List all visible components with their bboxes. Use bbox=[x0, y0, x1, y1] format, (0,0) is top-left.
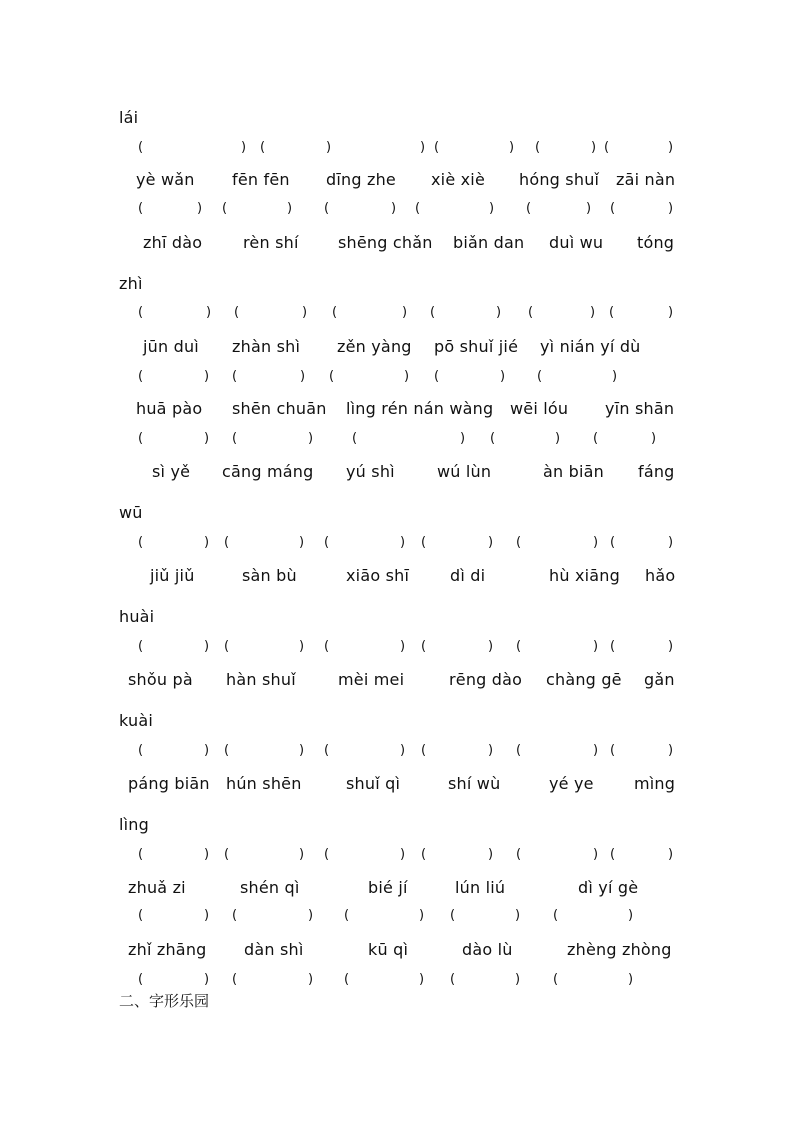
pinyin-word: zhì bbox=[119, 274, 143, 293]
answer-paren-close[interactable]: ) bbox=[668, 639, 674, 654]
answer-paren-open[interactable]: ( bbox=[610, 847, 616, 862]
answer-paren-open[interactable]: ( bbox=[610, 639, 616, 654]
answer-paren-close[interactable]: ) bbox=[299, 847, 305, 862]
answer-paren-close[interactable]: ) bbox=[204, 743, 210, 758]
answer-paren-open[interactable]: ( bbox=[138, 847, 144, 862]
answer-paren-close[interactable]: ) bbox=[668, 535, 674, 550]
answer-paren-close[interactable]: ) bbox=[593, 847, 599, 862]
answer-paren-open[interactable]: ( bbox=[553, 972, 559, 987]
answer-paren-open[interactable]: ( bbox=[260, 140, 266, 155]
answer-paren-close[interactable]: ) bbox=[299, 743, 305, 758]
answer-paren-open[interactable]: ( bbox=[232, 431, 238, 446]
answer-paren-open[interactable]: ( bbox=[610, 535, 616, 550]
pinyin-word: xiè xiè bbox=[431, 170, 486, 189]
pinyin-word: shén qì bbox=[240, 878, 300, 897]
pinyin-word: yīn shān bbox=[605, 399, 675, 418]
answer-paren-close[interactable]: ) bbox=[400, 639, 406, 654]
pinyin-word: huài bbox=[119, 607, 155, 626]
answer-paren-open[interactable]: ( bbox=[324, 639, 330, 654]
answer-paren-close[interactable]: ) bbox=[489, 201, 495, 216]
answer-paren-open[interactable]: ( bbox=[224, 639, 230, 654]
pinyin-word: zhàn shì bbox=[232, 337, 301, 356]
answer-paren-close[interactable]: ) bbox=[204, 369, 210, 384]
section-heading: 二、字形乐园 bbox=[119, 992, 210, 1010]
pinyin-word: rèn shí bbox=[243, 233, 299, 252]
answer-paren-open[interactable]: ( bbox=[516, 535, 522, 550]
answer-paren-close[interactable]: ) bbox=[204, 431, 210, 446]
answer-paren-open[interactable]: ( bbox=[224, 535, 230, 550]
pinyin-word: sì yě bbox=[152, 462, 191, 481]
answer-paren-close[interactable]: ) bbox=[668, 305, 674, 320]
pinyin-word: yè wǎn bbox=[136, 170, 195, 189]
answer-paren-close[interactable]: ) bbox=[302, 305, 308, 320]
answer-paren-close[interactable]: ) bbox=[204, 639, 210, 654]
answer-paren-open[interactable]: ( bbox=[516, 639, 522, 654]
answer-paren-close[interactable]: ) bbox=[488, 743, 494, 758]
answer-paren-open[interactable]: ( bbox=[604, 140, 610, 155]
answer-paren-open[interactable]: ( bbox=[352, 431, 358, 446]
answer-paren-close[interactable]: ) bbox=[308, 431, 314, 446]
answer-paren-open[interactable]: ( bbox=[593, 431, 599, 446]
answer-paren-close[interactable]: ) bbox=[419, 908, 425, 923]
pinyin-word: yì nián yí dù bbox=[540, 337, 641, 356]
answer-paren-close[interactable]: ) bbox=[612, 369, 618, 384]
pinyin-word: wēi lóu bbox=[510, 399, 569, 418]
answer-paren-open[interactable]: ( bbox=[332, 305, 338, 320]
pinyin-word: kuài bbox=[119, 711, 153, 730]
answer-paren-close[interactable]: ) bbox=[391, 201, 397, 216]
answer-paren-open[interactable]: ( bbox=[450, 972, 456, 987]
pinyin-word: fáng bbox=[638, 462, 675, 481]
answer-paren-open[interactable]: ( bbox=[415, 201, 421, 216]
pinyin-word: gǎn bbox=[644, 670, 675, 689]
answer-paren-open[interactable]: ( bbox=[138, 639, 144, 654]
answer-paren-open[interactable]: ( bbox=[324, 535, 330, 550]
answer-paren-open[interactable]: ( bbox=[430, 305, 436, 320]
answer-paren-close[interactable]: ) bbox=[400, 847, 406, 862]
pinyin-word: lái bbox=[119, 108, 139, 127]
pinyin-word: rēng dào bbox=[449, 670, 523, 689]
pinyin-word: mìng bbox=[634, 774, 676, 793]
answer-paren-open[interactable]: ( bbox=[138, 972, 144, 987]
pinyin-word: duì wu bbox=[549, 233, 604, 252]
pinyin-word: fēn fēn bbox=[232, 170, 290, 189]
answer-paren-close[interactable]: ) bbox=[590, 305, 596, 320]
pinyin-word: xiāo shī bbox=[346, 566, 410, 585]
answer-paren-close[interactable]: ) bbox=[326, 140, 332, 155]
answer-paren-open[interactable]: ( bbox=[232, 972, 238, 987]
answer-paren-open[interactable]: ( bbox=[434, 140, 440, 155]
answer-paren-open[interactable]: ( bbox=[138, 140, 144, 155]
answer-paren-close[interactable]: ) bbox=[488, 535, 494, 550]
answer-paren-close[interactable]: ) bbox=[628, 972, 634, 987]
pinyin-word: àn biān bbox=[543, 462, 604, 481]
answer-paren-close[interactable]: ) bbox=[420, 140, 426, 155]
answer-paren-open[interactable]: ( bbox=[324, 743, 330, 758]
answer-paren-close[interactable]: ) bbox=[287, 201, 293, 216]
answer-paren-close[interactable]: ) bbox=[197, 201, 203, 216]
answer-paren-close[interactable]: ) bbox=[204, 972, 210, 987]
answer-paren-open[interactable]: ( bbox=[138, 743, 144, 758]
answer-paren-open[interactable]: ( bbox=[232, 908, 238, 923]
answer-paren-open[interactable]: ( bbox=[138, 201, 144, 216]
answer-paren-close[interactable]: ) bbox=[586, 201, 592, 216]
answer-paren-open[interactable]: ( bbox=[138, 369, 144, 384]
answer-paren-close[interactable]: ) bbox=[204, 847, 210, 862]
pinyin-word: wú lùn bbox=[437, 462, 492, 481]
answer-paren-close[interactable]: ) bbox=[515, 908, 521, 923]
answer-paren-close[interactable]: ) bbox=[488, 639, 494, 654]
pinyin-word: mèi mei bbox=[338, 670, 405, 689]
pinyin-word: hǎo bbox=[645, 566, 676, 585]
pinyin-word: dì di bbox=[450, 566, 486, 585]
pinyin-word: dàn shì bbox=[244, 940, 304, 959]
pinyin-word: dīng zhe bbox=[326, 170, 396, 189]
pinyin-word: shǒu pà bbox=[128, 670, 193, 689]
answer-paren-open[interactable]: ( bbox=[234, 305, 240, 320]
answer-paren-close[interactable]: ) bbox=[206, 305, 212, 320]
answer-paren-close[interactable]: ) bbox=[308, 972, 314, 987]
answer-paren-close[interactable]: ) bbox=[668, 743, 674, 758]
pinyin-word: jiǔ jiǔ bbox=[150, 566, 195, 585]
answer-paren-close[interactable]: ) bbox=[555, 431, 561, 446]
answer-paren-close[interactable]: ) bbox=[651, 431, 657, 446]
pinyin-word: jūn duì bbox=[143, 337, 199, 356]
pinyin-word: yú shì bbox=[346, 462, 395, 481]
answer-paren-open[interactable]: ( bbox=[526, 201, 532, 216]
pinyin-word: chàng gē bbox=[546, 670, 622, 689]
answer-paren-close[interactable]: ) bbox=[593, 535, 599, 550]
pinyin-word: sàn bù bbox=[242, 566, 297, 585]
pinyin-word: shí wù bbox=[448, 774, 501, 793]
pinyin-word: zhī dào bbox=[143, 233, 203, 252]
answer-paren-open[interactable]: ( bbox=[609, 305, 615, 320]
answer-paren-open[interactable]: ( bbox=[535, 140, 541, 155]
answer-paren-close[interactable]: ) bbox=[628, 908, 634, 923]
answer-paren-close[interactable]: ) bbox=[593, 743, 599, 758]
answer-paren-open[interactable]: ( bbox=[222, 201, 228, 216]
pinyin-word: kū qì bbox=[368, 940, 409, 959]
answer-paren-open[interactable]: ( bbox=[450, 908, 456, 923]
answer-paren-close[interactable]: ) bbox=[404, 369, 410, 384]
answer-paren-open[interactable]: ( bbox=[138, 535, 144, 550]
pinyin-word: zāi nàn bbox=[616, 170, 676, 189]
answer-paren-close[interactable]: ) bbox=[300, 369, 306, 384]
pinyin-word: hún shēn bbox=[226, 774, 302, 793]
answer-paren-open[interactable]: ( bbox=[421, 743, 427, 758]
answer-paren-close[interactable]: ) bbox=[400, 743, 406, 758]
answer-paren-open[interactable]: ( bbox=[344, 972, 350, 987]
answer-paren-close[interactable]: ) bbox=[308, 908, 314, 923]
answer-paren-open[interactable]: ( bbox=[421, 639, 427, 654]
answer-paren-open[interactable]: ( bbox=[553, 908, 559, 923]
answer-paren-close[interactable]: ) bbox=[496, 305, 502, 320]
answer-paren-open[interactable]: ( bbox=[344, 908, 350, 923]
answer-paren-open[interactable]: ( bbox=[434, 369, 440, 384]
answer-paren-close[interactable]: ) bbox=[241, 140, 247, 155]
pinyin-word: cāng máng bbox=[222, 462, 314, 481]
answer-paren-close[interactable]: ) bbox=[668, 847, 674, 862]
pinyin-word: páng biān bbox=[128, 774, 210, 793]
pinyin-word: biǎn dan bbox=[453, 233, 525, 252]
pinyin-word: hóng shuǐ bbox=[519, 170, 600, 189]
answer-paren-close[interactable]: ) bbox=[400, 535, 406, 550]
answer-paren-open[interactable]: ( bbox=[490, 431, 496, 446]
pinyin-word: zhǐ zhāng bbox=[128, 940, 207, 959]
answer-paren-open[interactable]: ( bbox=[516, 743, 522, 758]
answer-paren-open[interactable]: ( bbox=[224, 847, 230, 862]
pinyin-word: dào lù bbox=[462, 940, 513, 959]
answer-paren-close[interactable]: ) bbox=[402, 305, 408, 320]
pinyin-word: pō shuǐ jié bbox=[434, 337, 519, 356]
pinyin-word: yé ye bbox=[549, 774, 594, 793]
answer-paren-close[interactable]: ) bbox=[460, 431, 466, 446]
pinyin-word: huā pào bbox=[136, 399, 203, 418]
pinyin-word: shēng chǎn bbox=[338, 233, 433, 252]
answer-paren-close[interactable]: ) bbox=[299, 535, 305, 550]
answer-paren-open[interactable]: ( bbox=[528, 305, 534, 320]
answer-paren-close[interactable]: ) bbox=[204, 908, 210, 923]
answer-paren-close[interactable]: ) bbox=[299, 639, 305, 654]
answer-paren-open[interactable]: ( bbox=[324, 847, 330, 862]
pinyin-word: zhèng zhòng bbox=[567, 940, 672, 959]
pinyin-word: shēn chuān bbox=[232, 399, 327, 418]
answer-paren-open[interactable]: ( bbox=[421, 847, 427, 862]
pinyin-word: tóng bbox=[637, 233, 675, 252]
answer-paren-close[interactable]: ) bbox=[488, 847, 494, 862]
answer-paren-open[interactable]: ( bbox=[224, 743, 230, 758]
pinyin-word: bié jí bbox=[368, 878, 408, 897]
pinyin-word: zhuǎ zi bbox=[128, 878, 186, 897]
answer-paren-close[interactable]: ) bbox=[204, 535, 210, 550]
answer-paren-close[interactable]: ) bbox=[419, 972, 425, 987]
answer-paren-open[interactable]: ( bbox=[138, 908, 144, 923]
answer-paren-open[interactable]: ( bbox=[324, 201, 330, 216]
answer-paren-open[interactable]: ( bbox=[138, 431, 144, 446]
pinyin-word: dì yí gè bbox=[578, 878, 639, 897]
pinyin-word: lìng rén nán wàng bbox=[346, 399, 494, 418]
answer-paren-open[interactable]: ( bbox=[537, 369, 543, 384]
answer-paren-close[interactable]: ) bbox=[668, 140, 674, 155]
answer-paren-open[interactable]: ( bbox=[329, 369, 335, 384]
answer-paren-open[interactable]: ( bbox=[610, 201, 616, 216]
answer-paren-open[interactable]: ( bbox=[232, 369, 238, 384]
answer-paren-close[interactable]: ) bbox=[500, 369, 506, 384]
answer-paren-open[interactable]: ( bbox=[138, 305, 144, 320]
pinyin-word: wū bbox=[119, 503, 143, 522]
answer-paren-close[interactable]: ) bbox=[591, 140, 597, 155]
answer-paren-open[interactable]: ( bbox=[421, 535, 427, 550]
answer-paren-close[interactable]: ) bbox=[515, 972, 521, 987]
pinyin-word: zěn yàng bbox=[337, 337, 412, 356]
answer-paren-close[interactable]: ) bbox=[593, 639, 599, 654]
answer-paren-close[interactable]: ) bbox=[668, 201, 674, 216]
answer-paren-open[interactable]: ( bbox=[516, 847, 522, 862]
pinyin-word: hù xiāng bbox=[549, 566, 620, 585]
pinyin-word: shuǐ qì bbox=[346, 774, 401, 793]
pinyin-word: hàn shuǐ bbox=[226, 670, 296, 689]
pinyin-word: lìng bbox=[119, 815, 149, 834]
answer-paren-close[interactable]: ) bbox=[509, 140, 515, 155]
pinyin-word: lún liú bbox=[455, 878, 506, 897]
answer-paren-open[interactable]: ( bbox=[610, 743, 616, 758]
